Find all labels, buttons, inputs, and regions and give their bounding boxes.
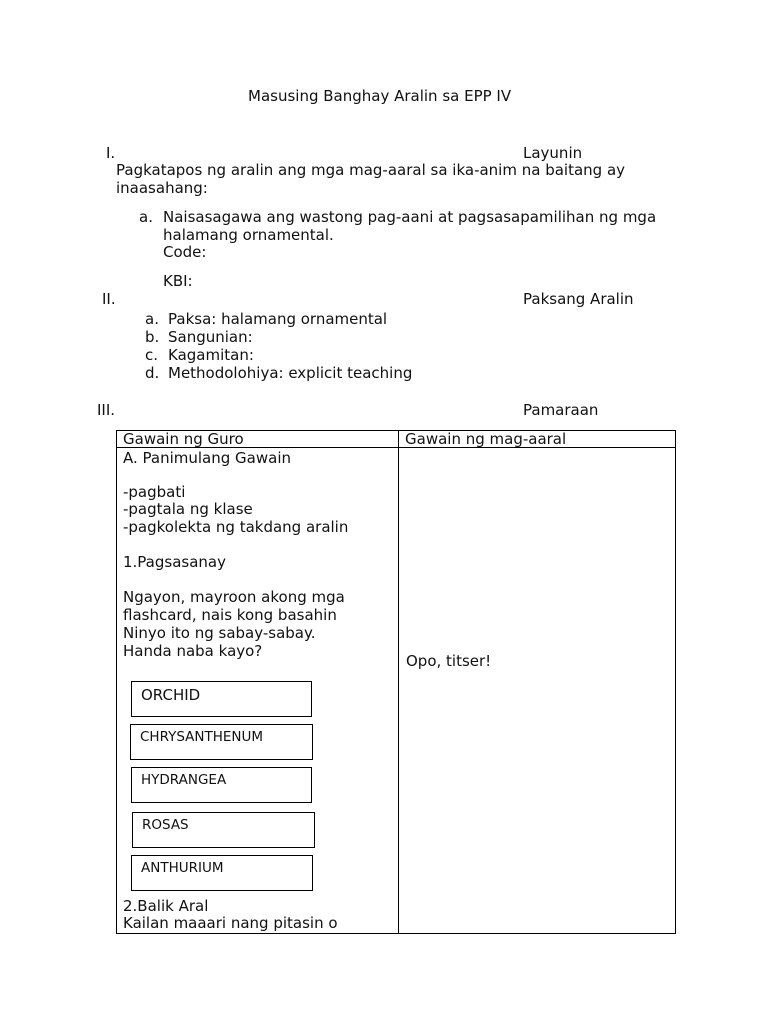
- flashcard-hydrangea: [131, 767, 312, 803]
- page-title: Masusing Banghay Aralin sa EPP IV: [248, 87, 512, 105]
- paksang-item-b-marker: b.: [145, 328, 160, 346]
- paksang-item-b-text: Sangunian:: [168, 328, 253, 346]
- code-label: Code:: [163, 243, 207, 261]
- section-2-numeral: II.: [102, 290, 116, 308]
- flashcard-label: ANTHURIUM: [141, 860, 224, 876]
- flashcard-rosas: [132, 812, 315, 848]
- review-question: Kailan maaari nang pitasin o: [123, 914, 338, 932]
- activity-greeting: -pagbati: [123, 483, 186, 501]
- objective-a-marker: a.: [139, 208, 153, 226]
- kbi-label: KBI:: [163, 272, 193, 290]
- review-heading: 2.Balik Aral: [123, 897, 209, 915]
- instruction-line: Handa naba kayo?: [123, 642, 263, 660]
- section-1-intro-line2: inaasahang:: [116, 179, 208, 197]
- flashcard-label: HYDRANGEA: [141, 772, 227, 788]
- flashcard-label: ROSAS: [142, 817, 189, 833]
- teacher-activity-cell: [117, 448, 399, 934]
- header-teacher-activity: Gawain ng Guro: [117, 431, 399, 448]
- drill-heading: 1.Pagsasanay: [123, 553, 226, 571]
- section-1-numeral: I.: [106, 144, 116, 162]
- instruction-line: Ngayon, mayroon akong mga: [123, 588, 345, 606]
- section-3-heading: Pamaraan: [523, 401, 599, 419]
- section-1-intro-line1: Pagkatapos ng aralin ang mga mag-aaral sa ika-anim na baitang ay: [116, 161, 626, 179]
- instruction-line: flashcard, nais kong basahin: [123, 606, 337, 624]
- student-activity-cell: [399, 448, 676, 934]
- flashcard-label: ORCHID: [141, 686, 201, 704]
- activity-attendance: -pagtala ng klase: [123, 500, 253, 518]
- paksang-item-d-text: Methodolohiya: explicit teaching: [168, 364, 413, 382]
- lesson-plan-table: [116, 430, 676, 934]
- paksang-item-a-marker: a.: [145, 310, 159, 328]
- paksang-item-d-marker: d.: [145, 364, 160, 382]
- paksang-item-c-marker: c.: [145, 346, 159, 364]
- section-1-heading: Layunin: [523, 144, 583, 162]
- header-student-activity: Gawain ng mag-aaral: [399, 431, 676, 448]
- objective-a-line1: Naisasagawa ang wastong pag-aani at pagsasapamilihan ng mga: [163, 208, 657, 226]
- part-a-heading: A. Panimulang Gawain: [123, 449, 291, 467]
- student-response: Opo, titser!: [406, 652, 492, 670]
- paksang-item-a-text: Paksa: halamang ornamental: [168, 310, 388, 328]
- flashcard-anthurium: [131, 855, 313, 891]
- table-row: [117, 448, 676, 934]
- section-3-numeral: III.: [97, 401, 116, 419]
- flashcard-orchid: [131, 681, 312, 717]
- section-2-heading: Paksang Aralin: [523, 290, 634, 308]
- flashcard-chrysanthenum: [130, 724, 313, 760]
- paksang-item-c-text: Kagamitan:: [168, 346, 254, 364]
- flashcard-label: CHRYSANTHENUM: [140, 729, 264, 745]
- instruction-line: Ninyo ito ng sabay-sabay.: [123, 624, 316, 642]
- table-header-row: [117, 431, 676, 448]
- activity-homework: -pagkolekta ng takdang aralin: [123, 518, 349, 536]
- objective-a-line2: halamang ornamental.: [163, 226, 334, 244]
